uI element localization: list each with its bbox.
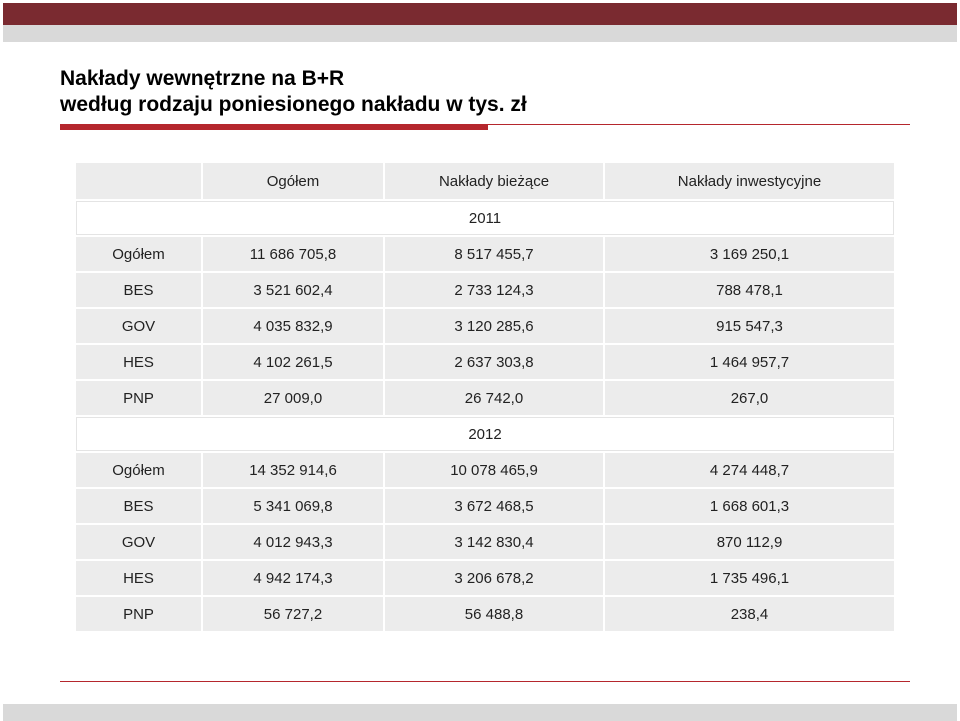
footer-rule: [60, 681, 910, 682]
row-label: Ogółem: [76, 237, 201, 271]
cell-current: 56 488,8: [385, 597, 603, 631]
cell-current: 3 672 468,5: [385, 489, 603, 523]
cell-current: 3 120 285,6: [385, 309, 603, 343]
cell-current: 2 733 124,3: [385, 273, 603, 307]
header-cell-investment: Nakłady inwestycyjne: [605, 163, 894, 199]
cell-current: 3 206 678,2: [385, 561, 603, 595]
table-row: [76, 381, 894, 415]
cell-investment: 1 668 601,3: [605, 489, 894, 523]
table-row: [76, 309, 894, 343]
cell-investment: 870 112,9: [605, 525, 894, 559]
cell-investment: 915 547,3: [605, 309, 894, 343]
bottom-banner-strip: [3, 704, 957, 721]
slide-title-line-1: Nakłady wewnętrzne na B+R: [60, 67, 345, 90]
cell-current: 10 078 465,9: [385, 453, 603, 487]
cell-investment: 238,4: [605, 597, 894, 631]
cell-total: 5 341 069,8: [203, 489, 383, 523]
cell-investment: 267,0: [605, 381, 894, 415]
row-label: PNP: [76, 597, 201, 631]
table-row: [76, 345, 894, 379]
row-label: BES: [76, 273, 201, 307]
table-row: [76, 453, 894, 487]
year-label: 2012: [76, 417, 894, 451]
cell-total: 11 686 705,8: [203, 237, 383, 271]
cell-current: 8 517 455,7: [385, 237, 603, 271]
header-cell-total: Ogółem: [203, 163, 383, 199]
cell-total: 4 102 261,5: [203, 345, 383, 379]
table-header-row: [76, 163, 894, 199]
cell-current: 2 637 303,8: [385, 345, 603, 379]
row-label: GOV: [76, 309, 201, 343]
cell-investment: 1 464 957,7: [605, 345, 894, 379]
cell-total: 4 012 943,3: [203, 525, 383, 559]
title-underline-accent: [60, 124, 488, 130]
cell-investment: 1 735 496,1: [605, 561, 894, 595]
cell-total: 27 009,0: [203, 381, 383, 415]
row-label: HES: [76, 561, 201, 595]
row-label: BES: [76, 489, 201, 523]
top-banner-bar: [3, 3, 957, 25]
row-label: Ogółem: [76, 453, 201, 487]
year-row: [76, 201, 894, 235]
cell-total: 14 352 914,6: [203, 453, 383, 487]
cell-total: 4 035 832,9: [203, 309, 383, 343]
header-cell-corner: [76, 163, 201, 199]
table-row: [76, 561, 894, 595]
table-row: [76, 489, 894, 523]
year-label: 2011: [76, 201, 894, 235]
cell-investment: 3 169 250,1: [605, 237, 894, 271]
table-row: [76, 237, 894, 271]
table-body: [76, 201, 894, 631]
cell-current: 3 142 830,4: [385, 525, 603, 559]
slide-title: [60, 66, 910, 118]
title-underline-rule: [488, 124, 910, 125]
row-label: HES: [76, 345, 201, 379]
cell-total: 3 521 602,4: [203, 273, 383, 307]
table-row: [76, 525, 894, 559]
cell-investment: 4 274 448,7: [605, 453, 894, 487]
slide-title-line-2: według rodzaju poniesionego nakładu w tys. zł: [60, 93, 527, 116]
rd-expenditure-table: [74, 161, 896, 633]
table-row: [76, 273, 894, 307]
table-row: [76, 597, 894, 631]
row-label: GOV: [76, 525, 201, 559]
cell-current: 26 742,0: [385, 381, 603, 415]
row-label: PNP: [76, 381, 201, 415]
header-cell-current: Nakłady bieżące: [385, 163, 603, 199]
cell-total: 56 727,2: [203, 597, 383, 631]
cell-investment: 788 478,1: [605, 273, 894, 307]
top-banner-strip: [3, 25, 957, 42]
cell-total: 4 942 174,3: [203, 561, 383, 595]
year-row: [76, 417, 894, 451]
